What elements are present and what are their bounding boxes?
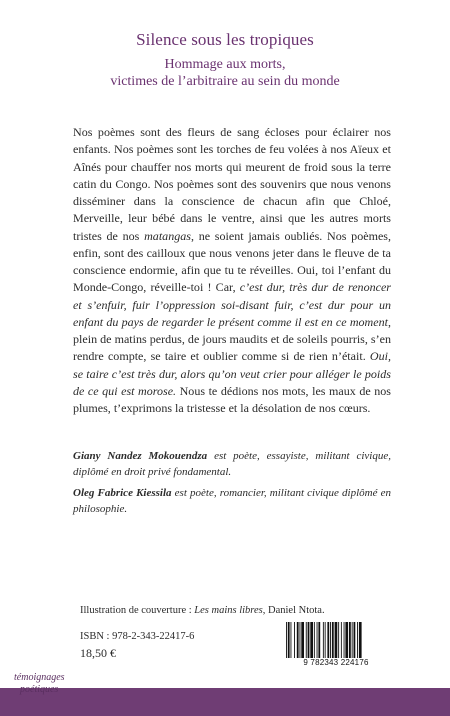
blurb-part-4: Nous te dédions nos mots, les maux de nos plumes, t’exprimons la tristesse et la désolation de nos cœurs. (73, 383, 391, 415)
barcode-bar (288, 622, 290, 658)
credit-title: Les mains libres (194, 605, 263, 616)
barcode-bar (286, 622, 287, 658)
author-bio-text-1: est poète, essayiste, militant civique, diplômé en droit privé fondamental. (73, 450, 391, 478)
barcode-bar (294, 622, 295, 658)
barcode-bar (318, 622, 320, 658)
blurb-italic-2: c’est dur, très dur de renoncer et s’enfuir, fuir l’oppression soi-disant fuir, c’est dur pour un enfant du pays de regarder le présent comme il est en ce moment (73, 280, 391, 329)
barcode-bar (332, 622, 334, 658)
barcode-bar (317, 622, 318, 658)
collection-line-2: poétiques (20, 684, 59, 695)
isbn: ISBN : 978-2-343-22417-6 (80, 631, 195, 642)
collection-logo (14, 672, 74, 716)
barcode-bar (338, 622, 339, 658)
author-bio-text-2: est poète, romancier, militant civique diplômé en philosophie. (73, 487, 391, 515)
author-name-2: Oleg Fabrice Kiessila (73, 487, 172, 499)
blurb-part-2: , ne soient jamais oubliés. Nos poèmes, enfin, sont des cailloux que nous venons jeter dans le fleuve de ta conscience endormie, afin que tu te réveilles. Oui, toi l’enfant du Monde-Congo, réveille-toi ! Car, (73, 228, 391, 295)
barcode-bar (330, 622, 331, 658)
barcode-bar (344, 622, 345, 658)
barcode-bar (354, 622, 356, 658)
barcode-bar (297, 622, 299, 658)
barcode-bar (345, 622, 348, 658)
blurb-italic-3: Oui, se taire c’est très dur, alors qu’on veut crier pour alléger le poids de ce qui est morose. (73, 349, 391, 398)
barcode-bar (291, 622, 292, 658)
author-bio-2 (73, 486, 391, 517)
collection-line-1: témoignages (14, 672, 65, 683)
barcode-bar (310, 622, 313, 658)
price: 18,50 € (80, 646, 116, 660)
barcode-bar (357, 622, 358, 658)
barcode-digits: 9 782343 224176 (280, 658, 392, 667)
barcode-bar (314, 622, 315, 658)
blurb-text (73, 124, 391, 417)
barcode-bar (308, 622, 310, 658)
credit-suffix: , Daniel Ntota. (262, 605, 325, 616)
book-subtitle (0, 56, 450, 90)
barcode-bar (327, 622, 329, 658)
cover-credit (80, 605, 325, 616)
subtitle-line-2: victimes de l’arbitraire au sein du monde (110, 74, 340, 89)
blurb-italic-1: matangas (144, 228, 191, 243)
book-title: Silence sous les tropiques (136, 30, 314, 49)
author-name-1: Giany Nandez Mokouendza (73, 450, 208, 462)
barcode-bar (325, 622, 326, 658)
barcode-bar (306, 622, 307, 658)
barcode-bar (359, 622, 362, 658)
barcode-bar (335, 622, 338, 658)
barcode-bar (323, 622, 324, 658)
barcode-bar (300, 622, 301, 658)
barcode (280, 622, 392, 670)
author-bio-1 (73, 449, 391, 480)
barcode-bar (352, 622, 353, 658)
barcode-bar (349, 622, 351, 658)
barcode-bar (341, 622, 342, 658)
subtitle-line-1: Hommage aux morts, (164, 57, 286, 72)
blurb-part-1: Nos poèmes sont des fleurs de sang écloses pour éclairer nos enfants. Nos poèmes sont les torches de feu volées à nos Aïeux et Aînés pour chauffer nos morts qui meurent de froid sous la terre catin du Congo. Nos poèmes sont des souvenirs que nous venons disséminer dans la conscience de chacun afin que Chloé, Merveille, leur bébé dans le ventre, ainsi que les autres morts tristes de nos (73, 125, 391, 243)
credit-prefix: Illustration de couverture : (80, 605, 195, 616)
barcode-bars (280, 622, 392, 658)
blurb-part-3: , plein de matins perdus, de jours maudits et de soleils pourris, s’en rendre compte, se taire et oublier comme si de rien n’était. (73, 314, 391, 364)
author-bios (73, 449, 391, 523)
barcode-bar (301, 622, 304, 658)
